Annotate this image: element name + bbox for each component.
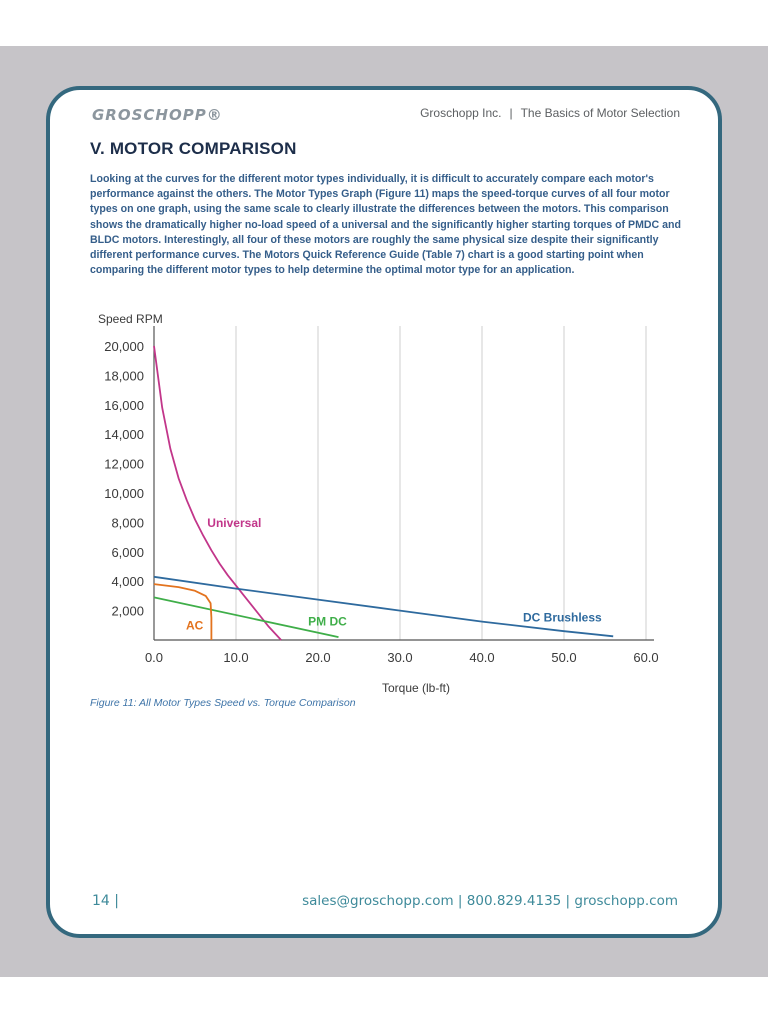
figure-caption: Figure 11: All Motor Types Speed vs. Torque Comparison — [90, 697, 356, 709]
company-logo: GROSCHOPP® — [92, 106, 223, 124]
x-tick-label: 60.0 — [633, 650, 659, 665]
y-tick-label: 4,000 — [111, 574, 144, 590]
header-company: Groschopp Inc. — [420, 106, 502, 120]
series-label-ac: AC — [185, 618, 204, 633]
series-line-universal — [154, 346, 281, 640]
header-separator: | — [509, 106, 513, 120]
y-tick-label: 12,000 — [104, 456, 144, 472]
series-label-pm-dc: PM DC — [308, 614, 347, 629]
x-tick-label: 50.0 — [551, 650, 577, 665]
section-title: V. MOTOR COMPARISON — [90, 139, 297, 158]
x-tick-label: 20.0 — [305, 650, 331, 665]
section-body: Looking at the curves for the different motor types individually, it is difficult to accurately compare each motor's performance against the others. The Motor Types Graph (Figure 11) maps the speed-torque curves of all four motor types on one graph, using the same scale to clearly illustrate the differences between the motors. This comparison shows the dramatically higher no-load speed of a universal and the significantly higher starting torques of PMDC and BLDC motors. Interestingly, all four of these motors are roughly the same physical size despite their significantly different performance curves. The Motors Quick Reference Guide (Table 7) chart is a good starting point when comparing the different motor types to help determine the optimal motor type for an application. — [90, 173, 681, 277]
x-tick-label: 10.0 — [223, 650, 249, 665]
y-tick-label: 14,000 — [104, 427, 144, 443]
series-label-universal: Universal — [207, 515, 262, 530]
y-tick-label: 10,000 — [104, 486, 144, 501]
footer-contact: sales@groschopp.com | 800.829.4135 | groschopp.com — [302, 893, 678, 909]
y-tick-label: 8,000 — [111, 515, 144, 531]
y-tick-label: 2,000 — [111, 603, 144, 619]
y-tick-label: 6,000 — [111, 544, 144, 560]
y-tick-label: 20,000 — [104, 339, 144, 354]
x-axis-label: Torque (lb-ft) — [381, 681, 451, 695]
series-line-dc-brushless — [154, 577, 613, 637]
x-tick-label: 30.0 — [387, 650, 413, 665]
y-axis-label: Speed RPM — [98, 312, 163, 326]
footer-page-number: 14 | — [92, 893, 119, 909]
header-doc-title: The Basics of Motor Selection — [520, 106, 680, 120]
x-tick-label: 40.0 — [469, 650, 495, 665]
x-tick-label: 0.0 — [144, 650, 164, 665]
page-header — [420, 106, 680, 120]
speed-torque-chart — [80, 306, 690, 696]
y-tick-label: 16,000 — [104, 397, 144, 413]
series-label-dc-brushless: DC Brushless — [523, 610, 602, 625]
y-tick-label: 18,000 — [104, 368, 144, 384]
